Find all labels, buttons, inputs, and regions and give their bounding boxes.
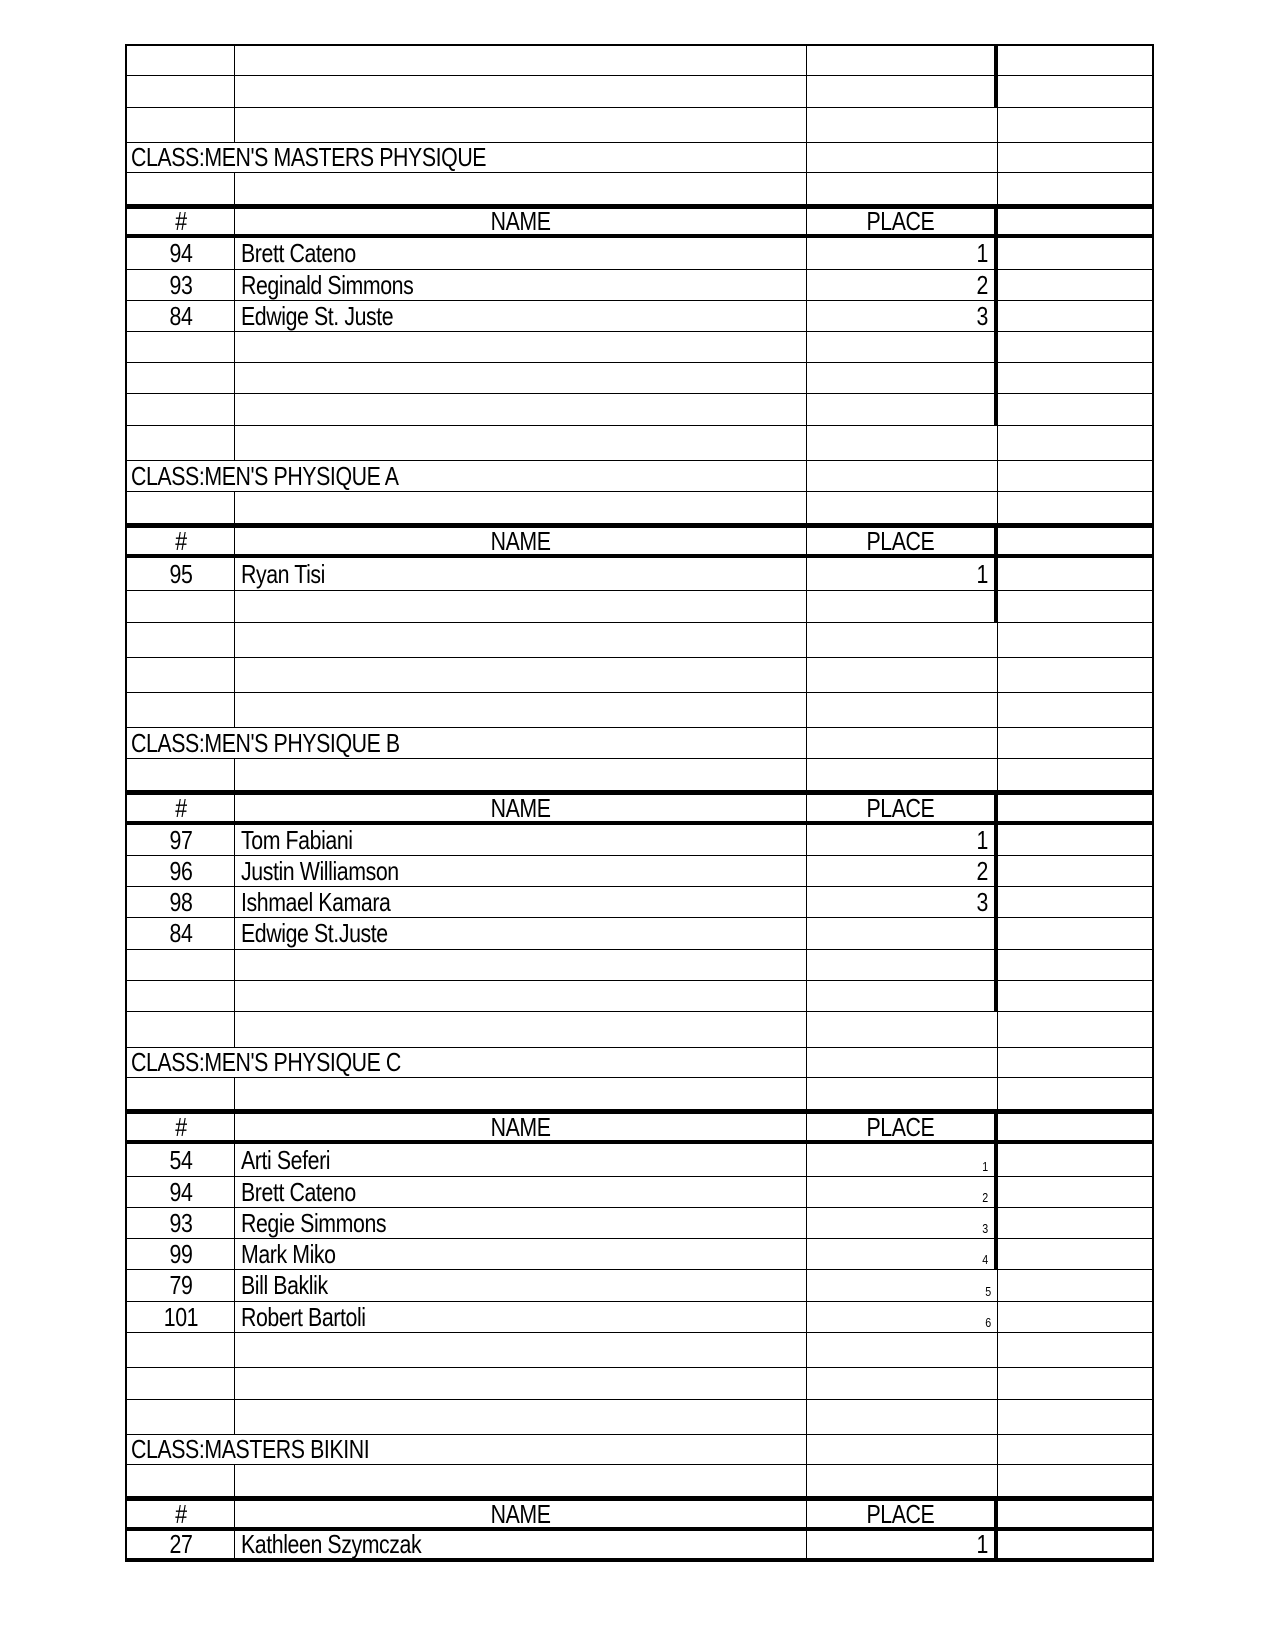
name-cell (235, 394, 807, 425)
name-cell (235, 759, 807, 790)
blank-row (125, 332, 1154, 363)
number-cell (125, 492, 235, 523)
extra-cell (998, 332, 1154, 362)
extra-cell (998, 426, 1154, 460)
number-cell (125, 759, 235, 790)
header-place-text: PLACE (866, 792, 935, 823)
class-title-text: CLASS:MEN'S MASTERS PHYSIQUE (131, 142, 487, 172)
column-header-row (125, 1110, 1154, 1144)
blank-row (125, 394, 1154, 426)
extra-cell (998, 825, 1154, 855)
extra-cell (998, 1114, 1154, 1140)
competitor-name-text: Tom Fabiani (241, 824, 353, 855)
name-cell (235, 46, 807, 75)
class-title-row (125, 143, 1154, 173)
class-title-row (125, 1048, 1154, 1078)
class-title-row (125, 728, 1154, 759)
table-row (125, 1270, 1154, 1302)
blank-row (125, 1400, 1154, 1435)
competitor-number (125, 1531, 235, 1558)
number-cell (125, 591, 235, 622)
number-cell (125, 76, 235, 107)
competitor-number (125, 1270, 235, 1301)
header-number (125, 1498, 235, 1529)
header-place (807, 792, 998, 823)
competitor-name (235, 238, 807, 269)
number-cell (125, 173, 235, 204)
blank-row (125, 108, 1154, 143)
name-cell (235, 693, 807, 727)
extra-cell (998, 1239, 1154, 1269)
header-number (125, 525, 235, 556)
number-cell (125, 658, 235, 692)
competitor-name (235, 1239, 807, 1269)
blank-row (125, 1465, 1154, 1497)
competitor-name-text: Edwige St. Juste (241, 300, 394, 331)
competitor-number-text: 93 (169, 1207, 192, 1238)
competitor-number-text: 84 (169, 918, 192, 948)
name-cell (235, 658, 807, 692)
place-cell (807, 981, 998, 1011)
competitor-name (235, 558, 807, 590)
table-row (125, 1144, 1154, 1177)
name-cell (235, 981, 807, 1011)
place-cell (807, 492, 998, 523)
extra-cell (998, 492, 1154, 523)
name-cell (235, 1012, 807, 1047)
header-place-text: PLACE (866, 525, 935, 556)
extra-cell (998, 1531, 1154, 1558)
place-cell (807, 658, 998, 692)
table-row (125, 1239, 1154, 1270)
extra-cell (998, 1435, 1154, 1464)
extra-cell (998, 1208, 1154, 1238)
number-cell (125, 623, 235, 657)
placing (807, 270, 998, 300)
column-header-row (125, 791, 1154, 825)
name-cell (235, 108, 807, 142)
blank-row (125, 426, 1154, 461)
place-cell (807, 173, 998, 204)
name-cell (235, 1368, 807, 1399)
place-cell (807, 1078, 998, 1109)
name-cell (235, 76, 807, 107)
blank-row (125, 173, 1154, 205)
competitor-number-text: 54 (169, 1144, 192, 1175)
competitor-name (235, 856, 807, 886)
number-cell (125, 1400, 235, 1434)
placing-text: 2 (976, 855, 988, 886)
competitor-name-text: Regie Simmons (241, 1207, 387, 1238)
number-cell (125, 1368, 235, 1399)
place-cell (807, 363, 998, 393)
blank-row (125, 1368, 1154, 1400)
header-number-text: # (174, 1111, 187, 1142)
number-cell (125, 1012, 235, 1047)
blank-row (125, 363, 1154, 394)
placing (807, 918, 998, 949)
place-cell (807, 1333, 998, 1367)
placing-text: 1 (982, 1159, 988, 1174)
competitor-number (125, 1302, 235, 1332)
header-number-text: # (174, 206, 187, 236)
name-cell (235, 950, 807, 980)
placing (807, 1270, 998, 1301)
competitor-name (235, 825, 807, 855)
placing-text: 4 (982, 1252, 988, 1267)
competitor-name-text: Brett Cateno (241, 238, 356, 268)
extra-cell (998, 1177, 1154, 1207)
table-row (125, 1531, 1154, 1562)
extra-cell (998, 1270, 1154, 1301)
placing (807, 1144, 998, 1176)
competitor-name-text: Arti Seferi (241, 1144, 331, 1175)
extra-cell (998, 1078, 1154, 1109)
placing (807, 1208, 998, 1238)
competitor-number (125, 1208, 235, 1238)
blank-row (125, 76, 1154, 108)
extra-cell (998, 1302, 1154, 1332)
header-number-text: # (174, 1498, 187, 1529)
table-row (125, 918, 1154, 950)
competitor-number-text: 94 (169, 238, 192, 268)
number-cell (125, 693, 235, 727)
header-number-text: # (174, 525, 187, 556)
placing (807, 1177, 998, 1207)
blank-row (125, 591, 1154, 623)
extra-cell (998, 46, 1154, 75)
extra-cell (998, 795, 1154, 821)
competitor-name (235, 1270, 807, 1301)
competitor-number-text: 101 (163, 1301, 198, 1332)
number-cell (125, 332, 235, 362)
place-cell (807, 1012, 998, 1047)
number-cell (125, 1333, 235, 1367)
extra-cell (998, 658, 1154, 692)
results-sheet (125, 44, 1154, 1562)
extra-cell (998, 394, 1154, 425)
competitor-name (235, 918, 807, 949)
competitor-number (125, 825, 235, 855)
blank-row (125, 1012, 1154, 1048)
place-cell (807, 108, 998, 142)
number-cell (125, 950, 235, 980)
name-cell (235, 332, 807, 362)
placing (807, 558, 998, 590)
table-row (125, 558, 1154, 591)
competitor-name-text: Justin Williamson (241, 855, 399, 886)
competitor-name (235, 301, 807, 331)
table-row (125, 856, 1154, 887)
header-number (125, 1111, 235, 1142)
header-name (235, 1111, 807, 1142)
placing-text: 2 (976, 269, 988, 300)
competitor-name (235, 1208, 807, 1238)
extra-cell (998, 301, 1154, 331)
competitor-name-text: Robert Bartoli (241, 1301, 366, 1332)
competitor-name (235, 887, 807, 917)
header-place-text: PLACE (866, 1498, 935, 1529)
name-cell (235, 1078, 807, 1109)
extra-cell (998, 108, 1154, 142)
placing-text: 1 (976, 238, 988, 268)
placing (807, 301, 998, 331)
class-title-text: CLASS:MASTERS BIKINI (131, 1434, 370, 1464)
number-cell (125, 108, 235, 142)
header-number-text: # (174, 792, 187, 823)
placing-text: 1 (976, 824, 988, 855)
number-cell (125, 981, 235, 1011)
table-row (125, 825, 1154, 856)
competitor-number-text: 94 (169, 1176, 192, 1207)
competitor-number-text: 97 (169, 824, 192, 855)
competitor-number-text: 98 (169, 886, 192, 917)
class-title (125, 143, 807, 172)
competitor-name-text: Edwige St.Juste (241, 918, 388, 948)
place-cell (807, 1435, 998, 1464)
competitor-number (125, 887, 235, 917)
name-cell (235, 426, 807, 460)
competitor-number (125, 856, 235, 886)
competitor-number-text: 27 (169, 1529, 192, 1559)
extra-cell (998, 1465, 1154, 1496)
place-cell (807, 461, 998, 491)
place-cell (807, 1465, 998, 1496)
placing (807, 887, 998, 917)
extra-cell (998, 759, 1154, 790)
extra-cell (998, 1144, 1154, 1176)
extra-cell (998, 76, 1154, 107)
header-number (125, 792, 235, 823)
name-cell (235, 492, 807, 523)
class-title-text: CLASS:MEN'S PHYSIQUE B (131, 727, 400, 758)
placing (807, 1239, 998, 1269)
place-cell (807, 759, 998, 790)
placing-text: 6 (985, 1315, 991, 1330)
blank-row (125, 1333, 1154, 1368)
header-name (235, 792, 807, 823)
header-number (125, 206, 235, 236)
column-header-row (125, 524, 1154, 558)
extra-cell (998, 887, 1154, 917)
place-cell (807, 693, 998, 727)
extra-cell (998, 209, 1154, 234)
name-cell (235, 1465, 807, 1496)
placing-text: 3 (976, 300, 988, 331)
header-place-text: PLACE (866, 206, 935, 236)
placing (807, 238, 998, 269)
place-cell (807, 591, 998, 622)
placing (807, 1531, 998, 1558)
competitor-name (235, 1177, 807, 1207)
blank-row (125, 759, 1154, 791)
place-cell (807, 950, 998, 980)
competitor-number (125, 301, 235, 331)
placing-text: 3 (982, 1221, 988, 1236)
competitor-number-text: 93 (169, 269, 192, 300)
extra-cell (998, 918, 1154, 949)
competitor-name-text: Reginald Simmons (241, 269, 414, 300)
class-title (125, 728, 807, 758)
extra-cell (998, 461, 1154, 491)
competitor-name (235, 270, 807, 300)
competitor-number-text: 99 (169, 1238, 192, 1269)
class-title-text: CLASS:MEN'S PHYSIQUE A (131, 460, 399, 491)
header-name (235, 206, 807, 236)
blank-row (125, 950, 1154, 981)
class-title (125, 1435, 807, 1464)
competitor-number-text: 84 (169, 300, 192, 331)
competitor-number (125, 1239, 235, 1269)
placing (807, 825, 998, 855)
placing-text: 1 (976, 558, 988, 589)
extra-cell (998, 1400, 1154, 1434)
header-place-text: PLACE (866, 1111, 935, 1142)
extra-cell (998, 1368, 1154, 1399)
competitor-number (125, 918, 235, 949)
number-cell (125, 394, 235, 425)
competitor-number (125, 1144, 235, 1176)
extra-cell (998, 143, 1154, 172)
extra-cell (998, 1333, 1154, 1367)
name-cell (235, 1333, 807, 1367)
placing-text: 1 (976, 1529, 988, 1559)
class-title-text: CLASS:MEN'S PHYSIQUE C (131, 1047, 401, 1077)
competitor-name (235, 1531, 807, 1558)
blank-row (125, 492, 1154, 524)
table-row (125, 301, 1154, 332)
column-header-row (125, 205, 1154, 238)
table-row (125, 238, 1154, 270)
competitor-name-text: Ryan Tisi (241, 558, 325, 589)
placing-text: 3 (976, 886, 988, 917)
header-place (807, 1498, 998, 1529)
class-title-row (125, 461, 1154, 492)
name-cell (235, 363, 807, 393)
competitor-name-text: Ishmael Kamara (241, 886, 391, 917)
table-row (125, 1177, 1154, 1208)
extra-cell (998, 693, 1154, 727)
competitor-name-text: Kathleen Szymczak (241, 1529, 422, 1559)
header-place (807, 525, 998, 556)
extra-cell (998, 1012, 1154, 1047)
header-name-text: NAME (490, 1498, 551, 1529)
placing-text: 2 (982, 1190, 988, 1205)
name-cell (235, 173, 807, 204)
competitor-number-text: 79 (169, 1270, 192, 1300)
header-name-text: NAME (490, 525, 551, 556)
place-cell (807, 1048, 998, 1077)
place-cell (807, 728, 998, 758)
place-cell (807, 1368, 998, 1399)
name-cell (235, 623, 807, 657)
number-cell (125, 1078, 235, 1109)
competitor-number-text: 95 (169, 558, 192, 589)
blank-row (125, 658, 1154, 693)
competitor-number (125, 270, 235, 300)
extra-cell (998, 856, 1154, 886)
header-name-text: NAME (490, 792, 551, 823)
competitor-name-text: Brett Cateno (241, 1176, 356, 1207)
header-name-text: NAME (490, 206, 551, 236)
competitor-name (235, 1144, 807, 1176)
header-name (235, 525, 807, 556)
table-row (125, 887, 1154, 918)
header-name (235, 1498, 807, 1529)
class-title-row (125, 1435, 1154, 1465)
header-place (807, 1111, 998, 1142)
name-cell (235, 1400, 807, 1434)
extra-cell (998, 528, 1154, 554)
place-cell (807, 332, 998, 362)
table-row (125, 1208, 1154, 1239)
competitor-number (125, 558, 235, 590)
name-cell (235, 591, 807, 622)
place-cell (807, 76, 998, 107)
place-cell (807, 394, 998, 425)
place-cell (807, 623, 998, 657)
extra-cell (998, 1048, 1154, 1077)
blank-row (125, 1078, 1154, 1110)
number-cell (125, 363, 235, 393)
class-title (125, 1048, 807, 1077)
placing-text: 5 (985, 1284, 991, 1299)
competitor-name-text: Mark Miko (241, 1238, 336, 1269)
extra-cell (998, 591, 1154, 622)
header-place (807, 206, 998, 236)
class-title (125, 461, 807, 491)
number-cell (125, 46, 235, 75)
extra-cell (998, 981, 1154, 1011)
competitor-number (125, 1177, 235, 1207)
table-row (125, 1302, 1154, 1333)
place-cell (807, 426, 998, 460)
extra-cell (998, 623, 1154, 657)
placing (807, 1302, 998, 1332)
header-name-text: NAME (490, 1111, 551, 1142)
table-row (125, 270, 1154, 301)
place-cell (807, 143, 998, 172)
extra-cell (998, 1501, 1154, 1527)
extra-cell (998, 558, 1154, 590)
extra-cell (998, 950, 1154, 980)
blank-row (125, 693, 1154, 728)
competitor-number-text: 96 (169, 855, 192, 886)
extra-cell (998, 270, 1154, 300)
extra-cell (998, 173, 1154, 204)
blank-row (125, 44, 1154, 76)
extra-cell (998, 728, 1154, 758)
blank-row (125, 981, 1154, 1012)
extra-cell (998, 363, 1154, 393)
number-cell (125, 426, 235, 460)
competitor-name-text: Bill Baklik (241, 1270, 328, 1300)
blank-row (125, 623, 1154, 658)
column-header-row (125, 1497, 1154, 1531)
place-cell (807, 1400, 998, 1434)
placing (807, 856, 998, 886)
competitor-name (235, 1302, 807, 1332)
extra-cell (998, 238, 1154, 269)
competitor-number (125, 238, 235, 269)
place-cell (807, 46, 998, 75)
number-cell (125, 1465, 235, 1496)
